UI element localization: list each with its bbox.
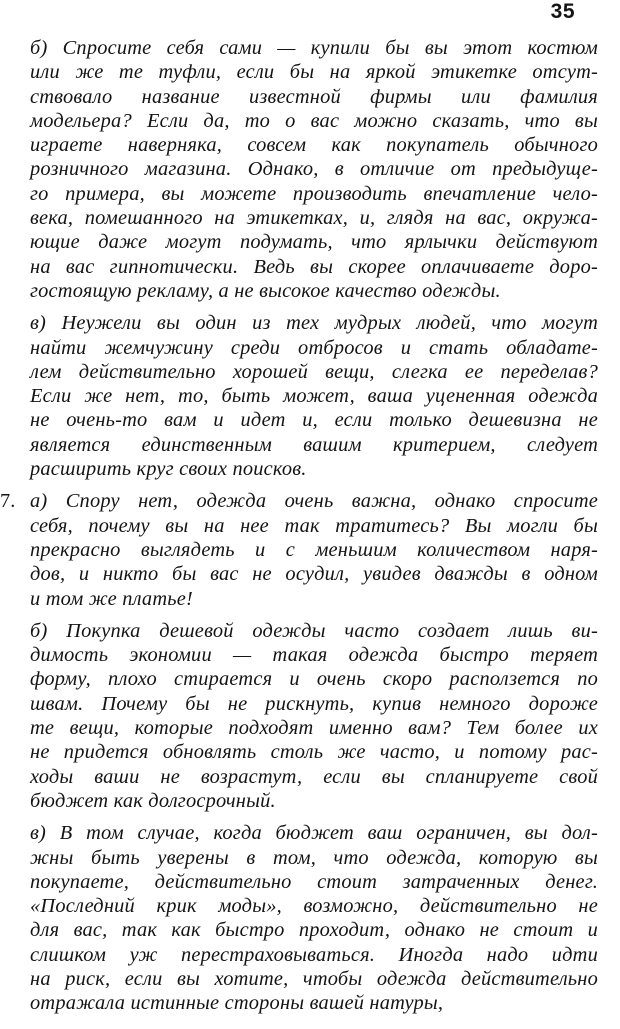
text-line: на риск, если вы хотите, чтобы одежда действительно bbox=[30, 967, 598, 990]
text-line: расширить круг своих поисков. bbox=[30, 458, 307, 481]
text-line: швам. Почему бы не рискнуть, купив немного дороже bbox=[30, 692, 598, 715]
text-line: является единственным вашим критерием, следует bbox=[30, 433, 598, 456]
text-line: или же те туфли, если бы на яркой этикетке отсут- bbox=[30, 61, 598, 84]
text-line: ствовало название известной фирмы или фамилия bbox=[30, 85, 598, 108]
text-line: димость экономии — такая одежда быстро теряет bbox=[30, 644, 598, 667]
page-body bbox=[0, 36, 620, 1024]
text-line: отражала истинные стороны вашей натуры, bbox=[30, 992, 444, 1015]
text-line: гостоящую рекламу, а не высокое качество одежды. bbox=[30, 279, 501, 302]
text-line: найти жемчужину среди отбросов и стать обладате- bbox=[30, 336, 598, 359]
text-line: покупаете, действительно стоит затраченных денег. bbox=[30, 870, 598, 893]
text-line: жны быть уверены в том, что одежда, которую вы bbox=[30, 846, 598, 869]
text-line: го примера, вы можете производить впечатление чело- bbox=[30, 182, 598, 205]
text-line: дов, и никто бы вас не осудил, увидев дважды в одном bbox=[30, 563, 598, 586]
text-line: ющие даже могут подумать, что ярлычки действуют bbox=[30, 231, 598, 254]
text-line: играете наверняка, совсем как покупатель обычного bbox=[30, 134, 598, 157]
text-line: те вещи, которые подходят именно вам? Тем более их bbox=[30, 717, 598, 740]
text-line: века, помешанного на этикетках, и, глядя на вас, окружа- bbox=[30, 207, 598, 230]
text-line: б) Покупка дешевой одежды часто создает лишь ви- bbox=[30, 619, 598, 642]
text-line: не придется обновлять столь же часто, и потому рас- bbox=[30, 741, 598, 764]
text-line: ходы ваши не возрастут, если вы спланируете свой bbox=[30, 765, 598, 788]
text-line: «Последний крик моды», возможно, действительно не bbox=[30, 895, 598, 918]
text-line: на вас гипнотически. Ведь вы скорее оплачиваете доро- bbox=[30, 255, 598, 278]
text-line: для вас, так как быстро проходит, однако не стоит и bbox=[30, 919, 598, 942]
text-line: в) Неужели вы один из тех мудрых людей, что могут bbox=[30, 312, 598, 335]
page-number: 35 bbox=[550, 0, 575, 23]
text-line: модельера? Если да, то о вас можно сказать, что вы bbox=[30, 109, 598, 132]
text-line: а) Спору нет, одежда очень важна, однако спросите bbox=[30, 490, 598, 513]
text-line: Если же нет, то, быть может, ваша уцененная одежда bbox=[30, 385, 598, 408]
text-line: себя, почему вы на нее так тратитесь? Вы могли бы bbox=[30, 514, 598, 537]
paragraph-7b-cheap-clothes bbox=[30, 619, 598, 813]
text-line: не очень-то вам и идет и, если только дешевизна не bbox=[30, 409, 598, 432]
item-number: 7. bbox=[0, 490, 16, 513]
text-line: и том же платье! bbox=[30, 587, 193, 610]
paragraph-7a-spending bbox=[0, 489, 598, 610]
text-line: лем действительно хорошей вещи, слегка ее переделав? bbox=[30, 360, 598, 383]
text-line: форму, плохо стирается и очень скоро расползется по bbox=[30, 668, 598, 691]
paragraph-b-labels bbox=[30, 36, 598, 303]
text-line: розничного магазина. Однако, в отличие от предыдуще- bbox=[30, 158, 598, 181]
text-line: прекрасно выглядеть и с меньшим количеством наря- bbox=[30, 538, 598, 561]
text-line: бюджет как долгосрочный. bbox=[30, 789, 276, 812]
text-line: слишком уж перестраховываться. Иногда надо идти bbox=[30, 943, 598, 966]
paragraph-7v-budget bbox=[30, 821, 598, 1015]
paragraph-v-bargains bbox=[30, 311, 598, 481]
text-line: б) Спросите себя сами — купили бы вы этот костюм bbox=[30, 37, 598, 59]
text-line: в) В том случае, когда бюджет ваш ограничен, вы дол- bbox=[30, 822, 598, 845]
